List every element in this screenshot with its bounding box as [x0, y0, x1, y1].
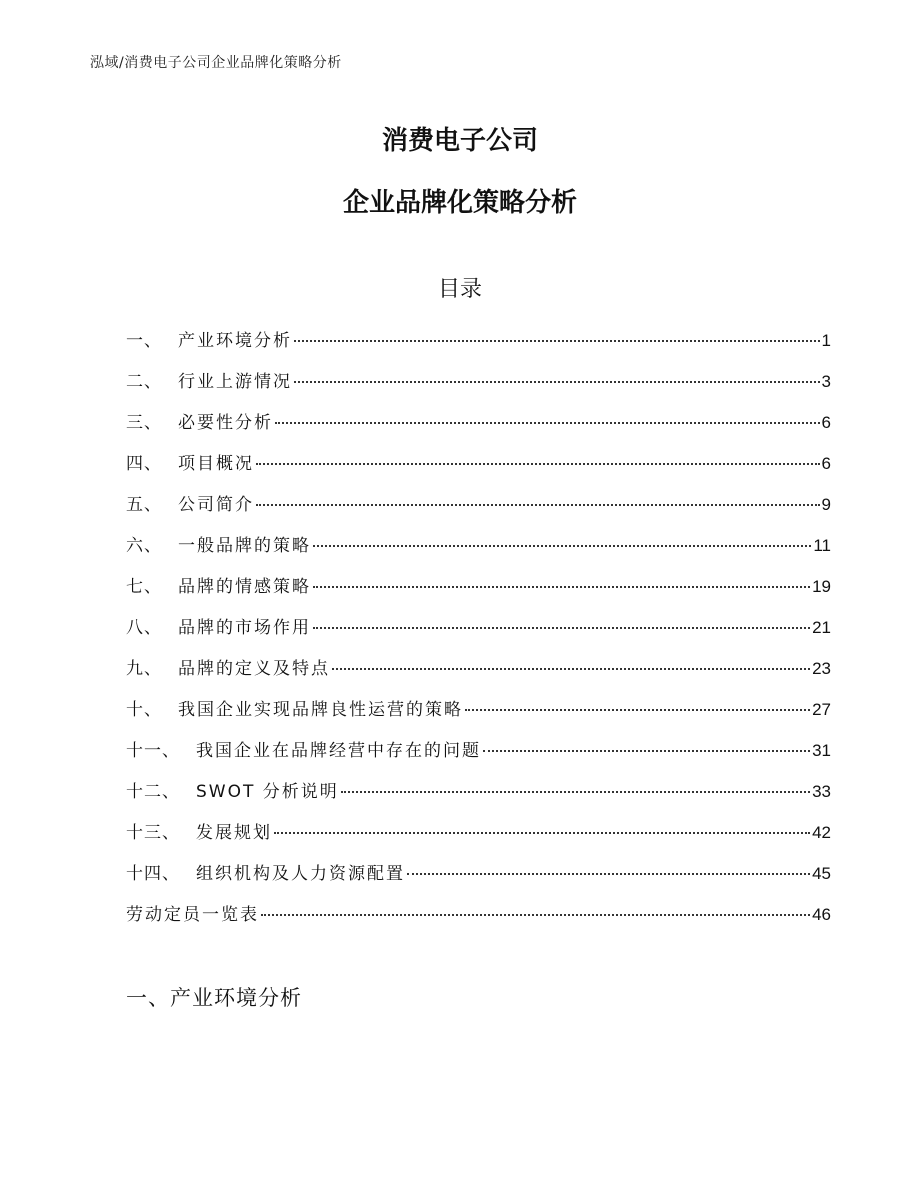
toc-entry-title: 必要性分析: [178, 413, 273, 433]
toc-entry-number: 十二、: [126, 782, 180, 802]
toc-entry-title: 发展规划: [196, 823, 272, 843]
toc-dot-leader: [483, 750, 810, 752]
toc-entry-number: 六、: [126, 536, 162, 556]
toc-entry-page: 6: [821, 454, 831, 473]
toc-entry[interactable]: [126, 531, 831, 572]
toc-dot-leader: [407, 873, 810, 875]
toc-entry-number: 五、: [126, 495, 162, 515]
toc-dot-leader: [294, 340, 820, 342]
toc-entry[interactable]: [126, 695, 831, 736]
toc-entry-title: 行业上游情况: [178, 372, 292, 392]
toc-entry-title: 组织机构及人力资源配置: [196, 864, 405, 884]
toc-entry-page: 3: [821, 372, 831, 391]
toc-entry[interactable]: [126, 326, 831, 367]
toc-dot-leader: [256, 463, 820, 465]
toc-entry-page: 11: [813, 536, 831, 555]
toc-entry-page: 6: [821, 413, 831, 432]
toc-dot-leader: [313, 586, 810, 588]
toc-dot-leader: [465, 709, 810, 711]
section-heading: 一、产业环境分析: [126, 986, 302, 1010]
toc-entry[interactable]: [126, 736, 831, 777]
document-title-line1: 消费电子公司: [381, 126, 538, 156]
toc-entry-title: 公司简介: [178, 495, 254, 515]
toc-entry-title: 一般品牌的策略: [178, 536, 311, 556]
toc-entry-number: 十一、: [126, 741, 180, 761]
toc-entry-page: 21: [812, 618, 831, 637]
toc-entry-page: 31: [812, 741, 831, 760]
toc-dot-leader: [341, 791, 810, 793]
toc-entry-page: 42: [812, 823, 831, 842]
toc-entry-page: 19: [812, 577, 831, 596]
toc-entry[interactable]: [126, 818, 831, 859]
toc-entry[interactable]: [126, 572, 831, 613]
toc-entry-title: 项目概况: [178, 454, 254, 474]
toc-entry[interactable]: [126, 900, 831, 941]
toc-dot-leader: [274, 832, 810, 834]
toc-entry-page: 27: [812, 700, 831, 719]
toc-entry[interactable]: [126, 859, 831, 900]
toc-entry-page: 9: [821, 495, 831, 514]
toc-entry[interactable]: [126, 408, 831, 449]
toc-dot-leader: [256, 504, 820, 506]
toc-entry-page: 45: [812, 864, 831, 883]
toc-entry-number: 一、: [126, 331, 162, 351]
toc-entry-title: 产业环境分析: [178, 331, 292, 351]
toc-entry-number: 四、: [126, 454, 162, 474]
toc-entry[interactable]: [126, 613, 831, 654]
toc-entry-title: 劳动定员一览表: [126, 905, 259, 925]
toc-entry[interactable]: [126, 449, 831, 490]
toc-dot-leader: [275, 422, 820, 424]
toc-entry-title: 品牌的定义及特点: [178, 659, 330, 679]
toc-dot-leader: [313, 545, 811, 547]
toc-entry-page: 46: [812, 905, 831, 924]
toc-entry-number: 三、: [126, 413, 162, 433]
toc-entry[interactable]: [126, 367, 831, 408]
toc-dot-leader: [294, 381, 820, 383]
toc-dot-leader: [261, 914, 810, 916]
toc-entry-title: SWOT 分析说明: [196, 782, 339, 802]
toc-entry-number: 二、: [126, 372, 162, 392]
toc-entry[interactable]: [126, 654, 831, 695]
toc-entry-number: 八、: [126, 618, 162, 638]
document-title-line2: 企业品牌化策略分析: [342, 188, 577, 218]
toc-entry-number: 十、: [126, 700, 162, 720]
toc-entry-title: 品牌的情感策略: [178, 577, 311, 597]
toc-entry-page: 23: [812, 659, 831, 678]
toc-entry-page: 1: [821, 331, 831, 350]
toc-dot-leader: [313, 627, 810, 629]
toc-entry-number: 十四、: [126, 864, 180, 884]
toc-heading: 目录: [437, 277, 482, 302]
toc-entry-number: 九、: [126, 659, 162, 679]
toc-entry[interactable]: [126, 490, 831, 531]
toc-entry-number: 十三、: [126, 823, 180, 843]
running-header: 泓域/消费电子公司企业品牌化策略分析: [90, 55, 342, 71]
toc-entry[interactable]: [126, 777, 831, 818]
toc-entry-number: 七、: [126, 577, 162, 597]
table-of-contents: [126, 326, 831, 941]
toc-entry-title: 品牌的市场作用: [178, 618, 311, 638]
toc-dot-leader: [332, 668, 810, 670]
toc-entry-title: 我国企业在品牌经营中存在的问题: [196, 741, 481, 761]
toc-entry-title: 我国企业实现品牌良性运营的策略: [178, 700, 463, 720]
toc-entry-page: 33: [812, 782, 831, 801]
